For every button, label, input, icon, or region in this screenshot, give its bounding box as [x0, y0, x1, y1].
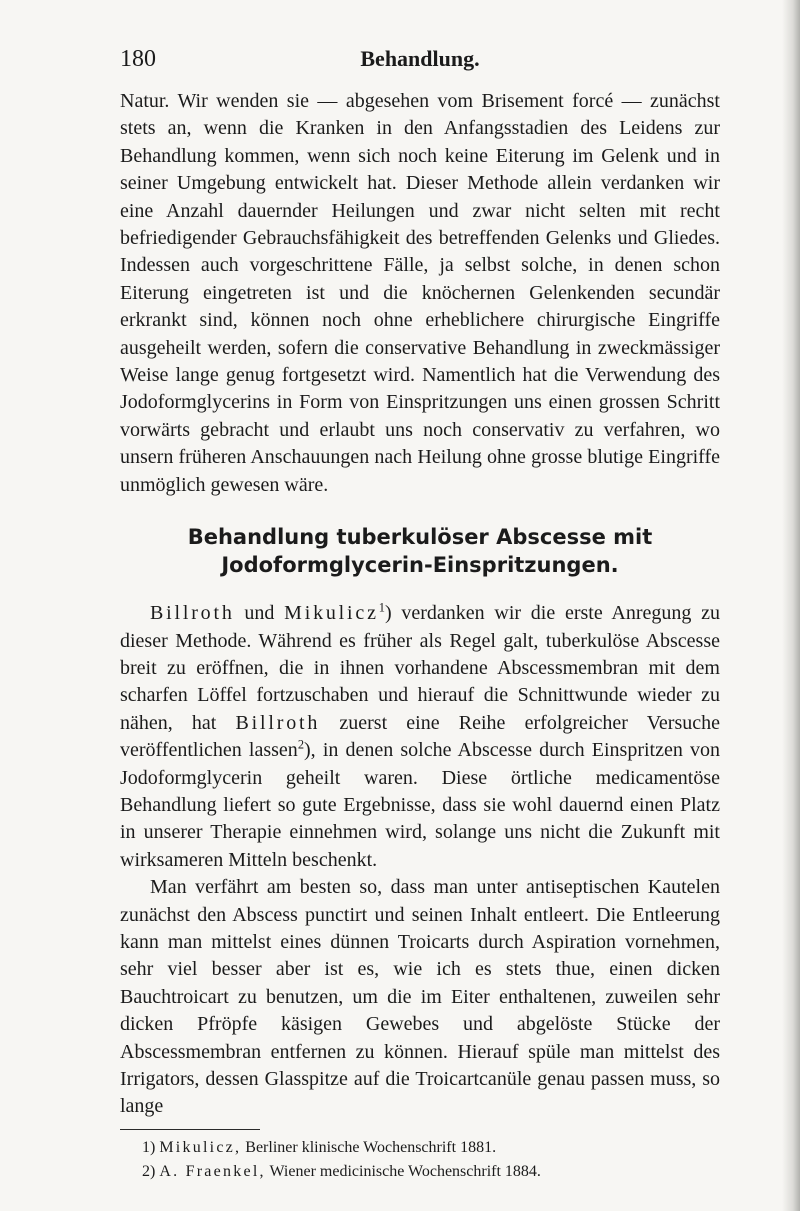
footnote-ref: 2 [297, 737, 305, 752]
footnote-author: Mikulicz, [159, 1138, 242, 1156]
paragraph-procedure: Man verfährt am besten so, dass man unter antiseptischen Kautelen zunächst den Abscess punctirt und seinen Inhalt entleert. Die Entleerung kann man mittelst eines dünnen Troicarts durch Aspiration vornehmen, sehr viel besser aber ist es, wie ich es stets thue, einen dicken Bauchtroicart zu benutzen, um die im Eiter enthaltenen, zuweilen sehr dicken Pfröpfe käsigen Gewebes und abgelöste Stücke der Abscessmembran entfernen zu können. Hierauf spüle man mittelst des Irrigators, dessen Glasspitze auf die Troicartcanüle genau passen muss, so lange [120, 876, 720, 1118]
author-name: Mikulicz [284, 602, 379, 625]
paragraph-billroth: Billroth und Mikulicz$^1$) verdanken wir die erste Anregung zu dieser Methode. Während es früher als Regel galt, tuberkulöse Abscesse breit zu eröffnen, die in ihnen vorhandene Abscessmembran mit dem scharfen Löffel fortzuschaben und hierauf die Schnittwunde wieder zu nähen, hat Billroth zuerst eine Reihe erfolgreicher Versuche veröffentlichen lassen$^2$), in denen solche Abscesse durch Einspritzen von Jodoformglycerin geheilt waren. Diese örtliche medicamentöse Behandlung liefert so gute Ergebnisse, dass sie wohl dauernd einen Platz in unserer Therapie einnehmen wird, solange uns nicht die Zukunft mit wirksameren Mitteln beschenkt. [120, 600, 720, 871]
page-header [120, 44, 720, 74]
footnote-ref: 1 [378, 600, 385, 615]
running-head: Behandlung. [360, 46, 480, 71]
footnote: 2) A. Fraenkel, Wiener medicinische Wochenschrift 1884. [142, 1162, 541, 1180]
footnote-author: A. Fraenkel, [159, 1162, 266, 1180]
paragraph-intro: Natur. Wir wenden sie — abgesehen vom Brisement forcé — zunächst stets an, wenn die Kranken in den Anfangsstadien des Leidens zur Behandlung kommen, wenn sich noch keine Eiterung im Gelenk und in seiner Umgebung entwickelt hat. Dieser Methode allein verdanken wir eine Anzahl dauernder Heilungen und zwar nicht selten mit recht befriedigender Gebrauchsfähigkeit des betreffenden Gelenks und Gliedes. Indessen auch vorgeschrittene Fälle, ja selbst solche, in denen schon Eiterung eingetreten ist und die knöchernen Gelenkenden secundär erkrankt sind, können noch ohne erheblichere chirurgische Eingriffe ausgeheilt werden, sofern die conservative Behandlung in zweckmässiger Weise lange genug fortgesetzt wird. Namentlich hat die Verwendung des Jodoformglycerins in Form von Einspritzungen uns einen grossen Schritt vorwärts gebracht und erlaubt uns noch conservativ zu verfahren, wo unsern früheren Anschauungen nach Heilung ohne grosse blutige Eingriffe unmöglich gewesen wäre. [120, 90, 720, 496]
page-number: 180 [120, 46, 156, 72]
footnote: 1) Mikulicz, Berliner klinische Wochenschrift 1881. [142, 1138, 497, 1156]
author-name: Billroth [150, 602, 235, 625]
footnote-divider [120, 1129, 260, 1130]
author-name: Billroth [235, 711, 321, 734]
body-text [120, 88, 720, 1184]
section-heading: Behandlung tuberkulöser Abscesse mit Jodoformglycerin-Einspritzungen. [187, 525, 653, 578]
page-edge-shadow [782, 0, 800, 1211]
